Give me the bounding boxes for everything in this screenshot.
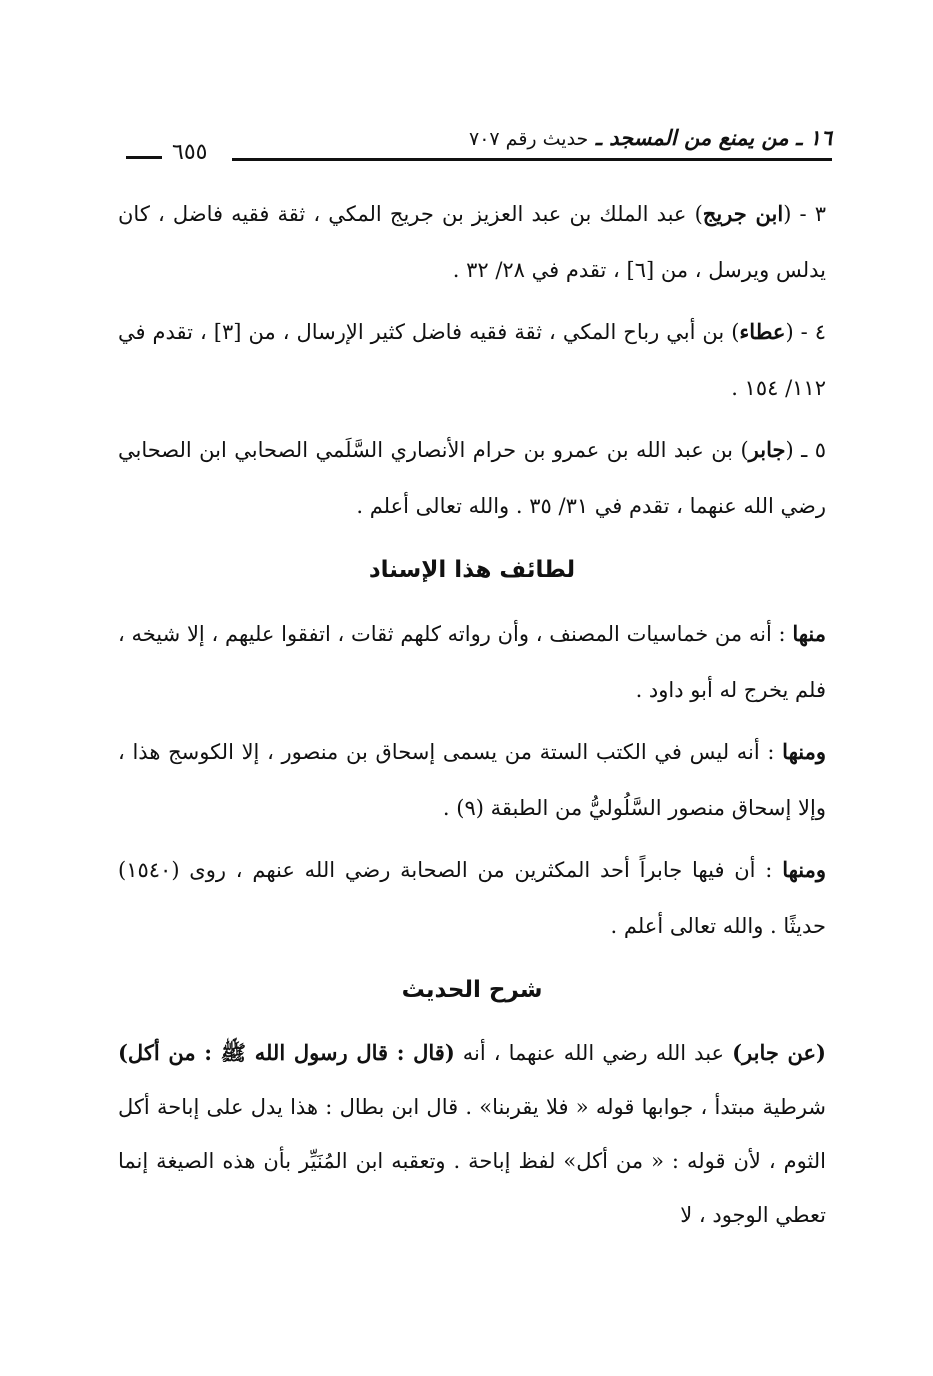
narrator-name: عطاء	[739, 319, 786, 344]
lataif-item	[118, 724, 826, 836]
header-rule	[232, 158, 832, 161]
sharh-text: عبد الله رضي الله عنهما ، أنه	[454, 1041, 733, 1065]
chapter-title-text: ١٦ ـ من يمنع من المسجد ـ	[595, 126, 832, 150]
page-body	[118, 186, 826, 1242]
page-number: ٦٥٥	[172, 140, 208, 165]
narrator-name: ابن جريج	[702, 201, 784, 226]
narrator-number: ٤ - (	[785, 320, 827, 344]
section-heading-sharh: شرح الحديث	[401, 977, 543, 1003]
page-number-dash	[126, 156, 162, 159]
lataif-lead: ومنها	[782, 857, 826, 882]
narrator-number: ٣ - (	[783, 202, 827, 226]
sharh-quote: (قال : قال رسول الله ﷺ : من أكل)	[118, 1040, 455, 1065]
sharh-quote: (عن جابر)	[732, 1040, 826, 1065]
lataif-lead: ومنها	[782, 739, 826, 764]
narrator-text: ) عبد الملك بن عبد العزيز بن جريج المكي ، ثقة فقيه فاضل ، كان يدلس ويرسل ، من [٦] ، تقدم في ٢٨/ ٣٢ .	[118, 202, 826, 282]
lataif-text: : أنه ليس في الكتب الستة من يسمى إسحاق بن منصور ، إلا الكوسج هذا ، وإلا إسحاق منصور السَّلُوليُّ من الطبقة (٩) .	[118, 740, 826, 820]
narrator-text: ) بن أبي رباح المكي ، ثقة فقيه فاضل كثير الإرسال ، من [٣] ، تقدم في ١١٢/ ١٥٤ .	[118, 320, 826, 400]
sharh-text: شرطية مبتدأ ، جوابها قوله « فلا يقربنا» . قال ابن بطال : هذا يدل على إباحة أكل الثوم ، لأن قوله : « من أكل» لفظ إباحة . وتعقبه ابن المُنَيِّر بأن هذه الصيغة إنما تعطي الوجود ، لا	[118, 1095, 826, 1227]
narrator-entry	[118, 186, 826, 298]
narrator-number: ٥ ـ (	[785, 438, 826, 462]
running-header	[120, 120, 832, 168]
chapter-title	[469, 126, 832, 150]
narrator-entry	[118, 304, 826, 416]
lataif-text: : أن فيها جابراً أحد المكثرين من الصحابة رضي الله عنهم ، روى (١٥٤٠) حديثًا . والله تعالى أعلم .	[118, 858, 826, 938]
section-heading-lataif: لطائف هذا الإسناد	[368, 557, 576, 583]
lataif-item	[118, 842, 826, 954]
hadith-number: حديث رقم ٧٠٧	[469, 128, 589, 150]
narrator-name: جابر	[748, 437, 786, 462]
narrator-entry	[118, 422, 826, 534]
lataif-item	[118, 606, 826, 718]
narrator-text: ) بن عبد الله بن عمرو بن حرام الأنصاري السَّلَمي الصحابي ابن الصحابي رضي الله عنهما ، تقدم في ٣١/ ٣٥ . والله تعالى أعلم .	[118, 438, 826, 518]
sharh-paragraph	[118, 1026, 826, 1242]
lataif-lead: منها	[792, 621, 826, 646]
lataif-text: : أنه من خماسيات المصنف ، وأن رواته كلهم ثقات ، اتفقوا عليهم ، إلا شيخه ، فلم يخرج له أبو داود .	[118, 622, 826, 702]
